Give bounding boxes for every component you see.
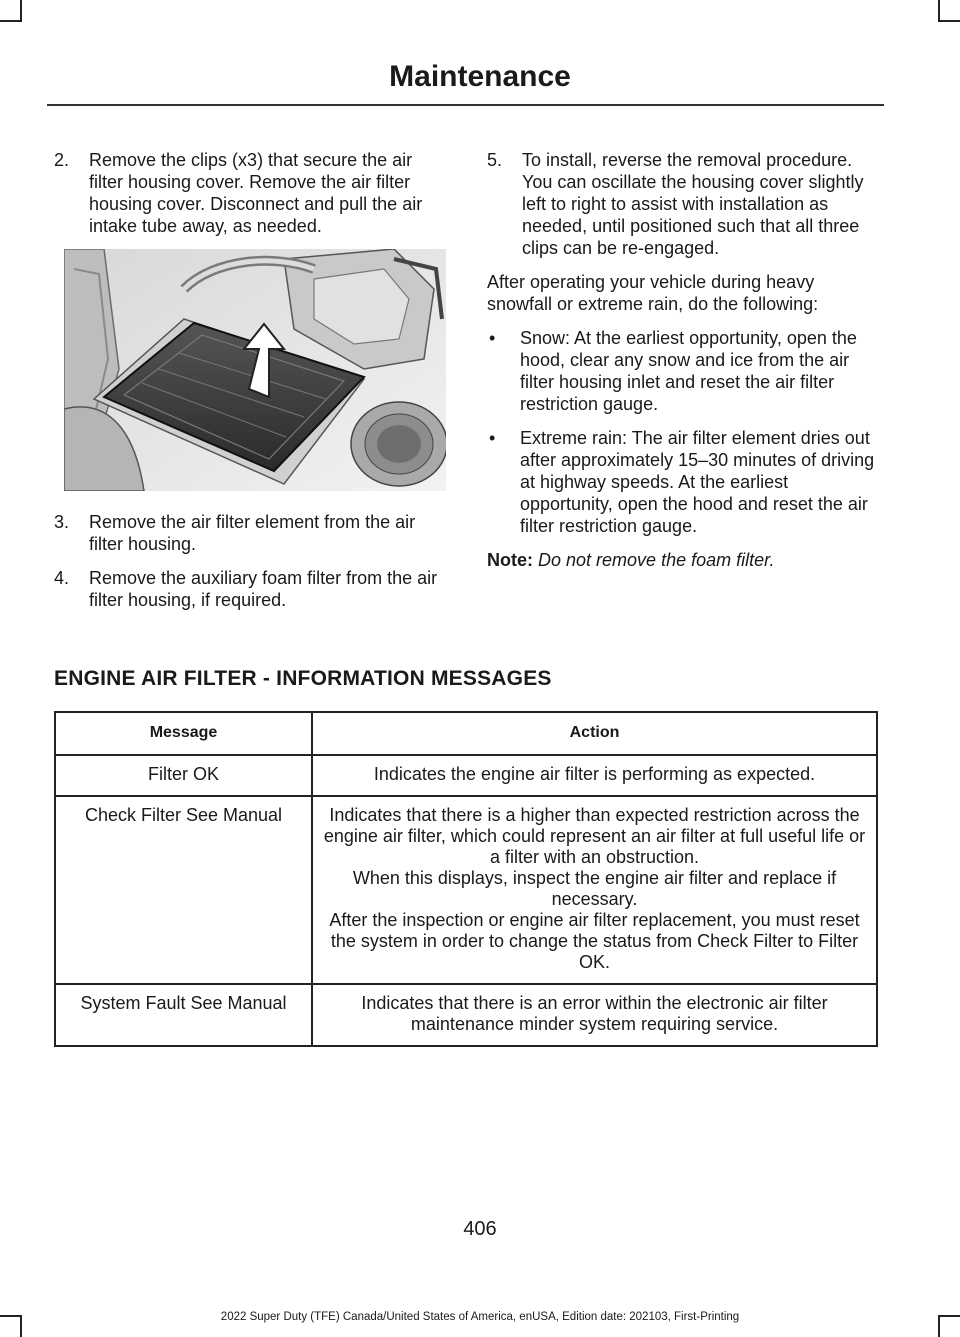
table-row [55,984,877,1046]
bullet-dot: • [489,328,496,348]
note-label: Note: [487,550,533,570]
crop-mark [0,20,22,22]
step-text: Remove the air filter element from the air filter housing. [89,512,416,554]
step-text: To install, reverse the removal procedure. You can oscillate the housing cover slightly left to right to assist with installation as needed, until positioned such that all three clips can be re-engaged. [522,150,864,258]
action-text: Indicates that there is a higher than expected restriction across the engine air filter, which could represent an air filter at full useful life or a filter with an obstruction. [323,805,866,867]
page-title: Maintenance [389,60,571,93]
left-column [54,149,446,623]
bullet-text: Snow: At the earliest opportunity, open the hood, clear any snow and ice from the air filter housing inlet and reset the air filter restriction gauge. [520,328,857,414]
column-header-message: Message [55,712,312,755]
step-number: 4. [54,568,70,588]
message-cell: Filter OK [55,755,312,796]
engine-bay-drawing [64,249,446,491]
note-text: Do not remove the foam filter. [538,550,775,570]
right-column [487,149,879,583]
action-cell [312,796,877,984]
step-number: 2. [54,150,70,170]
note [487,549,879,571]
message-cell: Check Filter See Manual [55,796,312,984]
weather-intro: After operating your vehicle during heavy snowfall or extreme rain, do the following: [487,272,819,314]
step-number: 5. [487,150,503,170]
crop-mark [938,20,960,22]
step-number: 3. [54,512,70,532]
header-divider [47,104,884,106]
air-filter-housing-illustration [64,249,446,491]
action-text: Indicates the engine air filter is performing as expected. [373,764,816,784]
step-5 [487,149,879,259]
action-text: After the inspection or engine air filter replacement, you must reset the system in order to change the status from Check Filter to Filter OK. [329,910,860,972]
bullet-dot: • [489,428,496,448]
step-text: Remove the clips (x3) that secure the air filter housing cover. Remove the air filter housing cover. Disconnect and pull the air intake tube away, as needed. [89,150,423,236]
step-4 [54,567,446,611]
crop-mark [938,0,940,22]
information-messages-table [54,711,878,1047]
step-2 [54,149,446,237]
message-cell: System Fault See Manual [55,984,312,1046]
action-text: Indicates that there is an error within the electronic air filter maintenance minder system requiring service. [361,993,828,1034]
bullet-extreme-rain [487,427,879,537]
crop-mark [20,0,22,22]
step-3 [54,511,446,555]
section-heading: ENGINE AIR FILTER - INFORMATION MESSAGES [54,667,552,690]
action-text: When this displays, inspect the engine air filter and replace if necessary. [352,868,837,909]
column-header-action: Action [312,712,877,755]
step-text: Remove the auxiliary foam filter from the air filter housing, if required. [89,568,438,610]
table-row [55,796,877,984]
bullet-snow [487,327,879,415]
page-number: 406 [463,1218,497,1240]
action-cell [312,984,877,1046]
action-cell [312,755,877,796]
footer-edition-info: 2022 Super Duty (TFE) Canada/United States of America, enUSA, Edition date: 202103, First-Printing [220,1311,740,1323]
table-row [55,755,877,796]
table-header-row [55,712,877,755]
bullet-text: Extreme rain: The air filter element dries out after approximately 15–30 minutes of driving at highway speeds. At the earliest opportunity, open the hood and reset the air filter restriction gauge. [520,428,875,536]
